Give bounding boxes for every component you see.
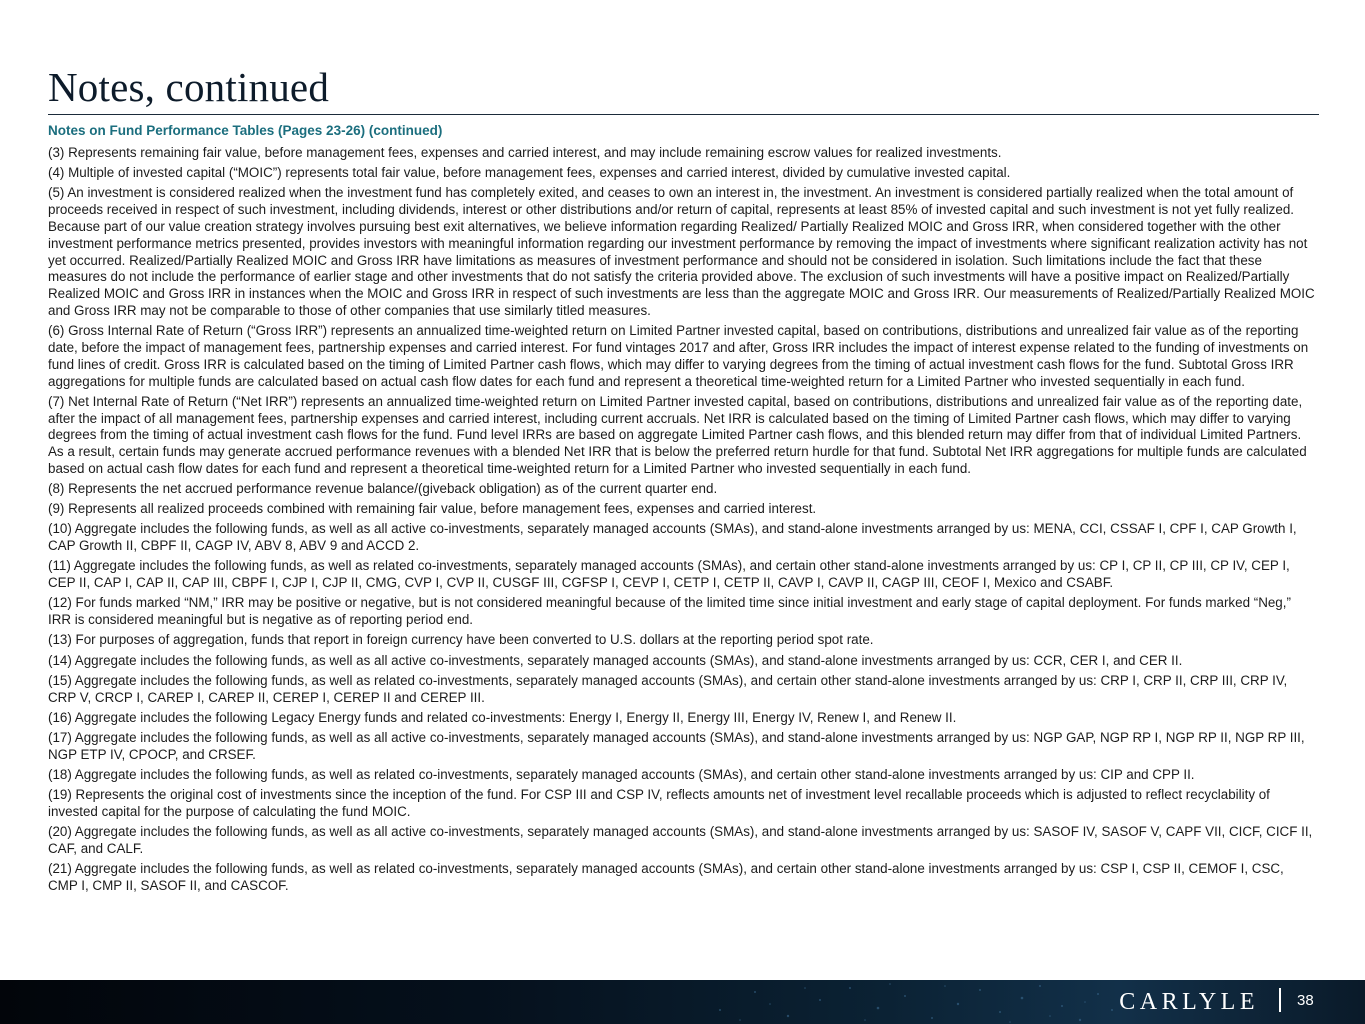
section-heading: Notes on Fund Performance Tables (Pages 23-26) (continued) xyxy=(48,123,443,138)
note-21: (21) Aggregate includes the following funds, as well as related co-investments, separately managed accounts (SMAs), and certain other stand-alone investments arranged by us: CSP I, CSP II, CEMOF I, CSC, CMP I, CMP II, SASOF II, and CASCOF. xyxy=(48,861,1284,893)
note-9: (9) Represents all realized proceeds combined with remaining fair value, before management fees, expenses and carried interest. xyxy=(48,501,817,517)
note-8: (8) Represents the net accrued performance revenue balance/(giveback obligation) as of the current quarter end. xyxy=(48,481,718,497)
note-20: (20) Aggregate includes the following funds, as well as all active co-investments, separately managed accounts (SMAs), and stand-alone investments arranged by us: SASOF IV, SASOF V, CAPF VII, CICF, CICF II, CAF, and CALF. xyxy=(48,824,1313,856)
page-title: Notes, continued xyxy=(48,64,330,110)
note-3: (3) Represents remaining fair value, before management fees, expenses and carried interest, and may include remaining escrow values for realized investments. xyxy=(48,145,1002,160)
title-divider xyxy=(48,114,1319,115)
note-6: (6) Gross Internal Rate of Return (“Gross IRR”) represents an annualized time-weighted return on Limited Partner invested capital, based on contributions, distributions and unrealized fair value as of the reporting date, before the impact of management fees, partnership expenses and carried interest. For fund vintages 2017 and after, Gross IRR includes the impact of interest expense related to the funding of investments on fund lines of credit. Gross IRR is calculated based on the timing of Limited Partner cash flows, which may differ to varying degrees from the timing of actual investment cash flows for the fund. Subtotal Gross IRR aggregations for multiple funds are calculated based on actual cash flow dates for each fund and represent a theoretical time-weighted return for a Limited Partner who invested sequentially in each fund. xyxy=(48,323,1309,389)
note-15: (15) Aggregate includes the following funds, as well as related co-investments, separately managed accounts (SMAs), and certain other stand-alone investments arranged by us: CRP I, CRP II, CRP III, CRP IV, CRP V, CRCP I, CAREP I, CAREP II, CEREP I, CEREP II and CEREP III. xyxy=(48,672,1288,705)
footer-bar xyxy=(0,980,1365,1024)
note-5: (5) An investment is considered realized when the investment fund has completely exited, and ceases to own an interest in, the investment. An investment is considered partially realized when the total amount of proceeds received in respect of such investment, including dividends, interest or other distributions and/or return of capital, represents at least 85% of invested capital and such investment is not yet fully realized. Because part of our value creation strategy involves pursuing best exit alternatives, we believe information regarding Realized/ Partially Realized MOIC and Gross IRR, when considered together with the other investment performance metrics presented, provides investors with meaningful information regarding our investment performance by removing the impact of investments where significant realization activity has not yet occurred. Realized/Partially Realized MOIC and Gross IRR have limitations as measures of investment performance and should not be considered in isolation. Such limitations include the fact that these measures do not include the performance of earlier stage and other investments that do not satisfy the criteria provided above. The exclusion of such investments will have a positive impact on Realized/Partially Realized MOIC and Gross IRR in instances when the MOIC and Gross IRR in respect of such investments are less than the aggregate MOIC and Gross IRR. Our measurements of Realized/Partially Realized MOIC and Gross IRR may not be comparable to those of other companies that use similarly titled measures. xyxy=(48,185,1315,318)
note-12: (12) For funds marked “NM,” IRR may be positive or negative, but is not considered meaningful because of the limited time since initial investment and early stage of capital deployment. For funds marked “Neg,” IRR is considered meaningful but is negative as of reporting period end. xyxy=(48,595,1291,628)
note-13: (13) For purposes of aggregation, funds that report in foreign currency have been converted to U.S. dollars at the reporting period spot rate. xyxy=(48,632,874,648)
carlyle-logo: CARLYLE xyxy=(1119,989,1259,1015)
note-7: (7) Net Internal Rate of Return (“Net IRR”) represents an annualized time-weighted return on Limited Partner invested capital, based on contributions, distributions and unrealized fair value as of the reporting date, after the impact of all management fees, partnership expenses and carried interest, including current accruals. Net IRR is calculated based on the timing of Limited Partner cash flows, which may differ to varying degrees from the timing of actual investment cash flows for the fund. Fund level IRRs are based on aggregate Limited Partner cash flows, and this blended return may differ from that of individual Limited Partners. As a result, certain funds may generate accrued performance revenues with a blended Net IRR that is below the preferred return hurdle for that fund. Subtotal Net IRR aggregations for multiple funds are calculated based on actual cash flow dates for each fund and represent a theoretical time-weighted return for a Limited Partner who invested sequentially in each fund. xyxy=(48,393,1307,476)
footer-decorative-pattern xyxy=(700,980,1365,1024)
note-11: (11) Aggregate includes the following funds, as well as related co-investments, separately managed accounts (SMAs), and certain other stand-alone investments arranged by us: CP I, CP II, CP III, CP IV, CEP I, CEP II, CAP I, CAP II, CAP III, CBPF I, CJP I, CJP II, CMG, CVP I, CVP II, CUSGF III, CGFSP I, CEVP I, CETP I, CETP II, CAVP I, CAVP II, CAGP III, CEOF I, Mexico and CSABF. xyxy=(48,558,1290,591)
note-17: (17) Aggregate includes the following funds, as well as all active co-investments, separately managed accounts (SMAs), and stand-alone investments arranged by us: NGP GAP, NGP RP I, NGP RP II, NGP RP III, NGP ETP IV, CPOCP, and CRSEF. xyxy=(48,729,1305,762)
note-14: (14) Aggregate includes the following funds, as well as all active co-investments, separately managed accounts (SMAs), and stand-alone investments arranged by us: CCR, CER I, and CER II. xyxy=(48,652,1183,668)
notes-list xyxy=(48,145,1316,898)
note-18: (18) Aggregate includes the following funds, as well as related co-investments, separately managed accounts (SMAs), and certain other stand-alone investments arranged by us: CIP and CPP II. xyxy=(48,766,1195,782)
logo-divider xyxy=(1279,988,1281,1012)
note-16: (16) Aggregate includes the following Legacy Energy funds and related co-investments: Energy I, Energy II, Energy III, Energy IV, Renew I, and Renew II. xyxy=(48,709,957,725)
note-4: (4) Multiple of invested capital (“MOIC”) represents total fair value, before management fees, expenses and carried interest, divided by cumulative invested capital. xyxy=(48,165,1011,181)
note-10: (10) Aggregate includes the following funds, as well as all active co-investments, separately managed accounts (SMAs), and stand-alone investments arranged by us: MENA, CCI, CSSAF I, CPF I, CAP Growth I, CAP Growth II, CBPF II, CAGP IV, ABV 8, ABV 9 and ACCD 2. xyxy=(48,521,1297,554)
page-number: 38 xyxy=(1297,992,1314,1009)
note-19: (19) Represents the original cost of investments since the inception of the fund. For CSP III and CSP IV, reflects amounts net of investment level recallable proceeds which is adjusted to reflect recyclability of invested capital for the purpose of calculating the fund MOIC. xyxy=(48,787,1270,819)
